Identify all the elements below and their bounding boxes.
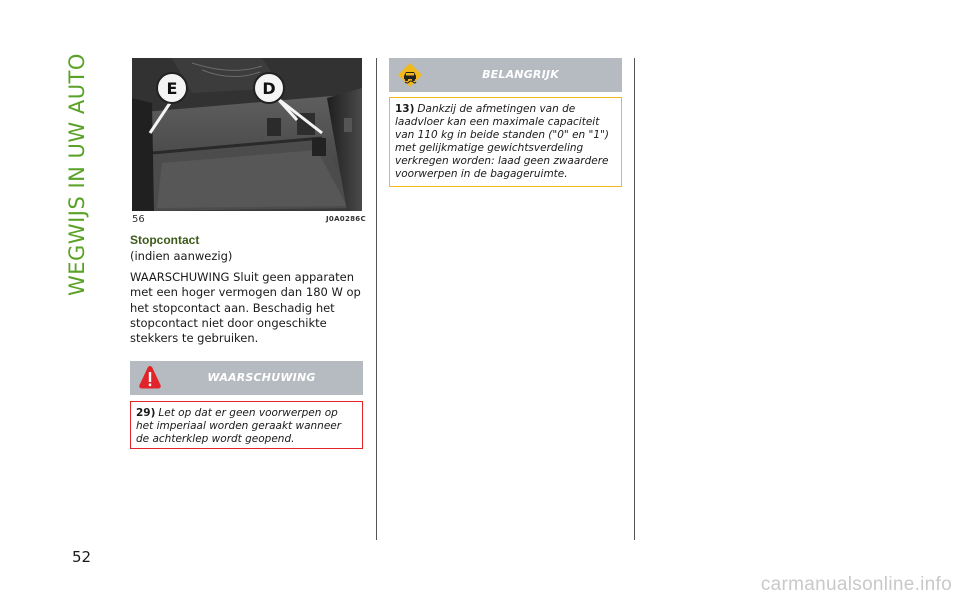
important-box-body [389, 97, 622, 187]
important-box-header [389, 58, 622, 92]
watermark: carmanualsonline.info [760, 574, 952, 595]
warning-box-body [130, 401, 363, 449]
figure-code: J0A0286C [326, 215, 366, 223]
important-text: Dankzij de afmetingen van de laadvloer kan een maximale capaciteit van 110 kg in beide standen ("0" en "1") met gelijkmatige gewichtsverdeling verkregen worden: laad geen zwaardere voorwerpen in de bagageruimte. [395, 103, 609, 180]
cargo-area-figure [132, 58, 362, 211]
section-heading: Stopcontact [130, 233, 200, 247]
callout-e-label: E [166, 79, 178, 98]
body-paragraph: WAARSCHUWING Sluit geen apparaten met een hoger vermogen dan 180 W op het stopcontact aan. Beschadig het stopcontact niet door ongeschikte stekkers te gebruiken. [130, 270, 361, 346]
section-title: WEGWIJS IN UW AUTO [65, 53, 89, 296]
warning-text: Let op dat er geen voorwerpen op het imperiaal worden geraakt wanneer de achterklep wordt geopend. [136, 407, 342, 445]
column-divider-1 [376, 58, 377, 540]
important-box-title: BELANGRIJK [482, 68, 559, 81]
figure-number: 56 [132, 214, 145, 225]
important-number: 13) [395, 103, 415, 115]
callout-d-label: D [262, 79, 276, 98]
warning-box-title: WAARSCHUWING [207, 371, 316, 384]
column-divider-2 [634, 58, 635, 540]
warning-number: 29) [136, 407, 156, 419]
warning-box-header [130, 361, 363, 395]
availability-note: (indien aanwezig) [130, 249, 233, 263]
page-number: 52 [72, 548, 92, 566]
